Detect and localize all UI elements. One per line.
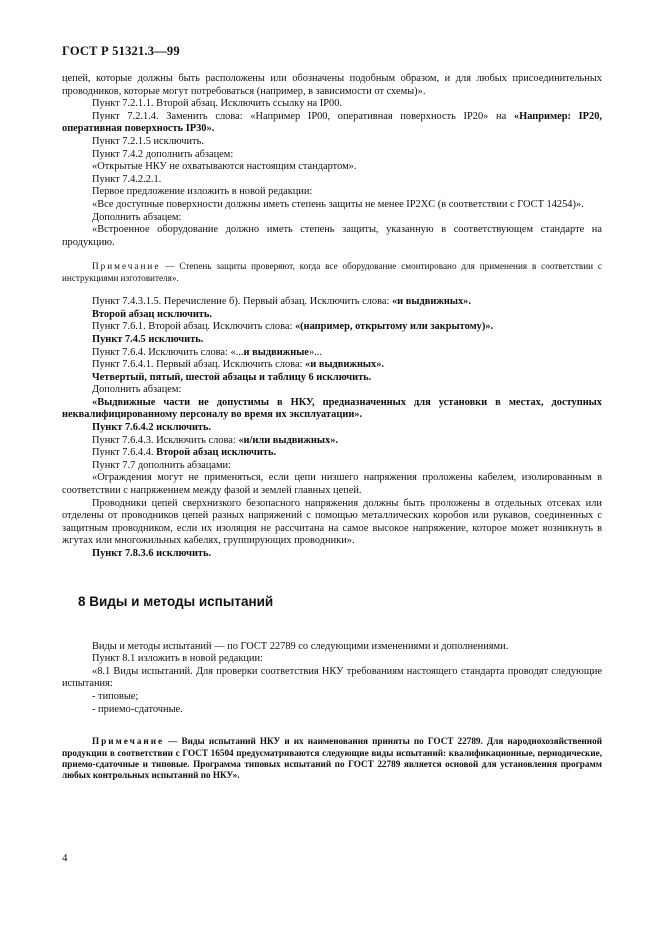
paragraph <box>62 447 602 460</box>
paragraph <box>62 321 602 334</box>
paragraph: Виды и методы испытаний — по ГОСТ 22789 со следующими изменениями и дополнениями. <box>92 640 509 652</box>
note <box>62 736 602 782</box>
paragraph: Дополнить абзацем: <box>92 211 182 223</box>
section-heading <box>62 594 602 609</box>
paragraph: Пункт 7.6.4.2 исключить. <box>92 422 212 434</box>
paragraph: Второй абзац исключить. <box>92 308 212 320</box>
page-number: 4 <box>62 852 68 864</box>
paragraph: Пункт 7.4.2 дополнить абзацем: <box>92 148 234 160</box>
paragraph: Первое предложение изложить в новой редакции: <box>92 186 313 198</box>
bold-text: «Например: IP20, оперативная поверхность IP30». <box>62 110 603 135</box>
paragraph <box>62 359 602 372</box>
paragraph: «Ограждения могут не применяться, если цепи низшего напряжения проложены кабелем, изолированным в соответствии с напряжением между фазой и землей главных цепей. <box>62 472 602 497</box>
note-label: Примечание <box>92 736 165 747</box>
document-header: ГОСТ Р 51321.3—99 <box>62 44 180 58</box>
bold-text: «и/или выдвижных». <box>238 434 338 446</box>
bold-text: «(например, открытому или закрытому)». <box>294 321 494 333</box>
paragraph: Пункт 7.2.1.5 исключить. <box>92 135 204 147</box>
paragraph: Пункт 7.4.2.2.1. <box>92 173 162 185</box>
text: Пункт 7.4.3.1.5. Перечисление б). Первый абзац. Исключить слова: <box>92 296 392 308</box>
paragraph: Пункт 7.8.3.6 исключить. <box>92 548 212 559</box>
note <box>62 261 602 284</box>
section-title: 8 Виды и методы испытаний <box>78 593 274 609</box>
note-text: — Степень защиты проверяют, когда все оборудование смонтировано для применения в соответствии с инструкциями изготовителя». <box>62 261 602 283</box>
paragraph: Проводники цепей сверхнизкого безопасного напряжения должны быть проложены в отдельных отсеках или отделены от проводников цепей разных напряжений с помощью металлических коробов или рукавов, соединенных с защитным проводником, если их изоляция не рассчитана на самое высокое напряжение, которое может возникнуть в жгутах или многожильных кабелях, группирующих проводники». <box>62 497 602 547</box>
text: Пункт 7.6.4. Исключить слова: «... <box>92 346 244 358</box>
paragraph: «8.1 Виды испытаний. Для проверки соответствия НКУ требованиям настоящего стандарта проводят следующие испытания: <box>62 665 602 690</box>
bold-text: и выдвижные <box>243 346 309 358</box>
bold-text: Второй абзац исключить. <box>156 447 277 459</box>
text: Пункт 7.2.1.4. Заменить слова: «Например IP00, оперативная поверхность IP20» на <box>92 110 514 122</box>
paragraph: Дополнить абзацем: <box>92 384 182 396</box>
text: Пункт 7.6.4.3. Исключить слова: <box>92 434 239 446</box>
paragraph: Пункт 7.7 дополнить абзацами: <box>92 459 231 471</box>
bold-text: «и выдвижных». <box>391 296 471 308</box>
paragraph <box>62 111 602 136</box>
document-page <box>62 44 602 782</box>
paragraph <box>62 435 602 448</box>
paragraph <box>62 347 602 360</box>
text: Пункт 7.6.4.1. Первый абзац. Исключить слова: <box>92 359 306 371</box>
text: Пункт 7.6.1. Второй абзац. Исключить слова: <box>92 321 295 333</box>
note-text: — Виды испытаний НКУ и их наименования приняты по ГОСТ 22789. Для народнохозяйственной продукции в соответствии с ГОСТ 16504 предусматриваются следующие виды испытаний: квалификационные, периодические, приемо-сдаточные и типовые. Программа типовых испытаний по ГОСТ 22789 является основой для установления программ любых контрольных испытаний по НКУ». <box>62 736 602 781</box>
paragraph: «Встроенное оборудование должно иметь степень защиты, указанную в соответствующем стандарте на продукцию. <box>62 224 602 248</box>
paragraph: Пункт 8.1 изложить в новой редакции: <box>92 653 263 665</box>
text: Пункт 7.6.4.4. <box>92 447 157 459</box>
list-item: - типовые; <box>92 690 139 702</box>
paragraph: «Открытые НКУ не охватываются настоящим стандартом». <box>92 161 357 173</box>
paragraph: «Все доступные поверхности должны иметь степень защиты не менее IP2XC (в соответствии с ГОСТ 14254)». <box>92 198 584 210</box>
text: »... <box>308 346 322 358</box>
paragraph: Четвертый, пятый, шестой абзацы и таблицу 6 исключить. <box>92 371 372 383</box>
paragraph: «Выдвижные части не допустимы в НКУ, предназначенных для установки в местах, доступных неквалифицированному персоналу во время их эксплуатации». <box>62 396 602 421</box>
paragraph: цепей, которые должны быть расположены или обозначены подобным образом, и для любых присоединительных проводников, которые могут потребоваться (например, в зависимости от схемы)». <box>62 73 602 97</box>
paragraph: Пункт 7.2.1.1. Второй абзац. Исключить ссылку на IP00. <box>92 98 342 110</box>
paragraph <box>62 296 602 309</box>
bold-text: «и выдвижных». <box>305 359 385 371</box>
note-label: Примечание <box>92 261 161 272</box>
paragraph: Пункт 7.4.5 исключить. <box>92 333 204 345</box>
list-item: - приемо-сдаточные. <box>92 703 183 715</box>
